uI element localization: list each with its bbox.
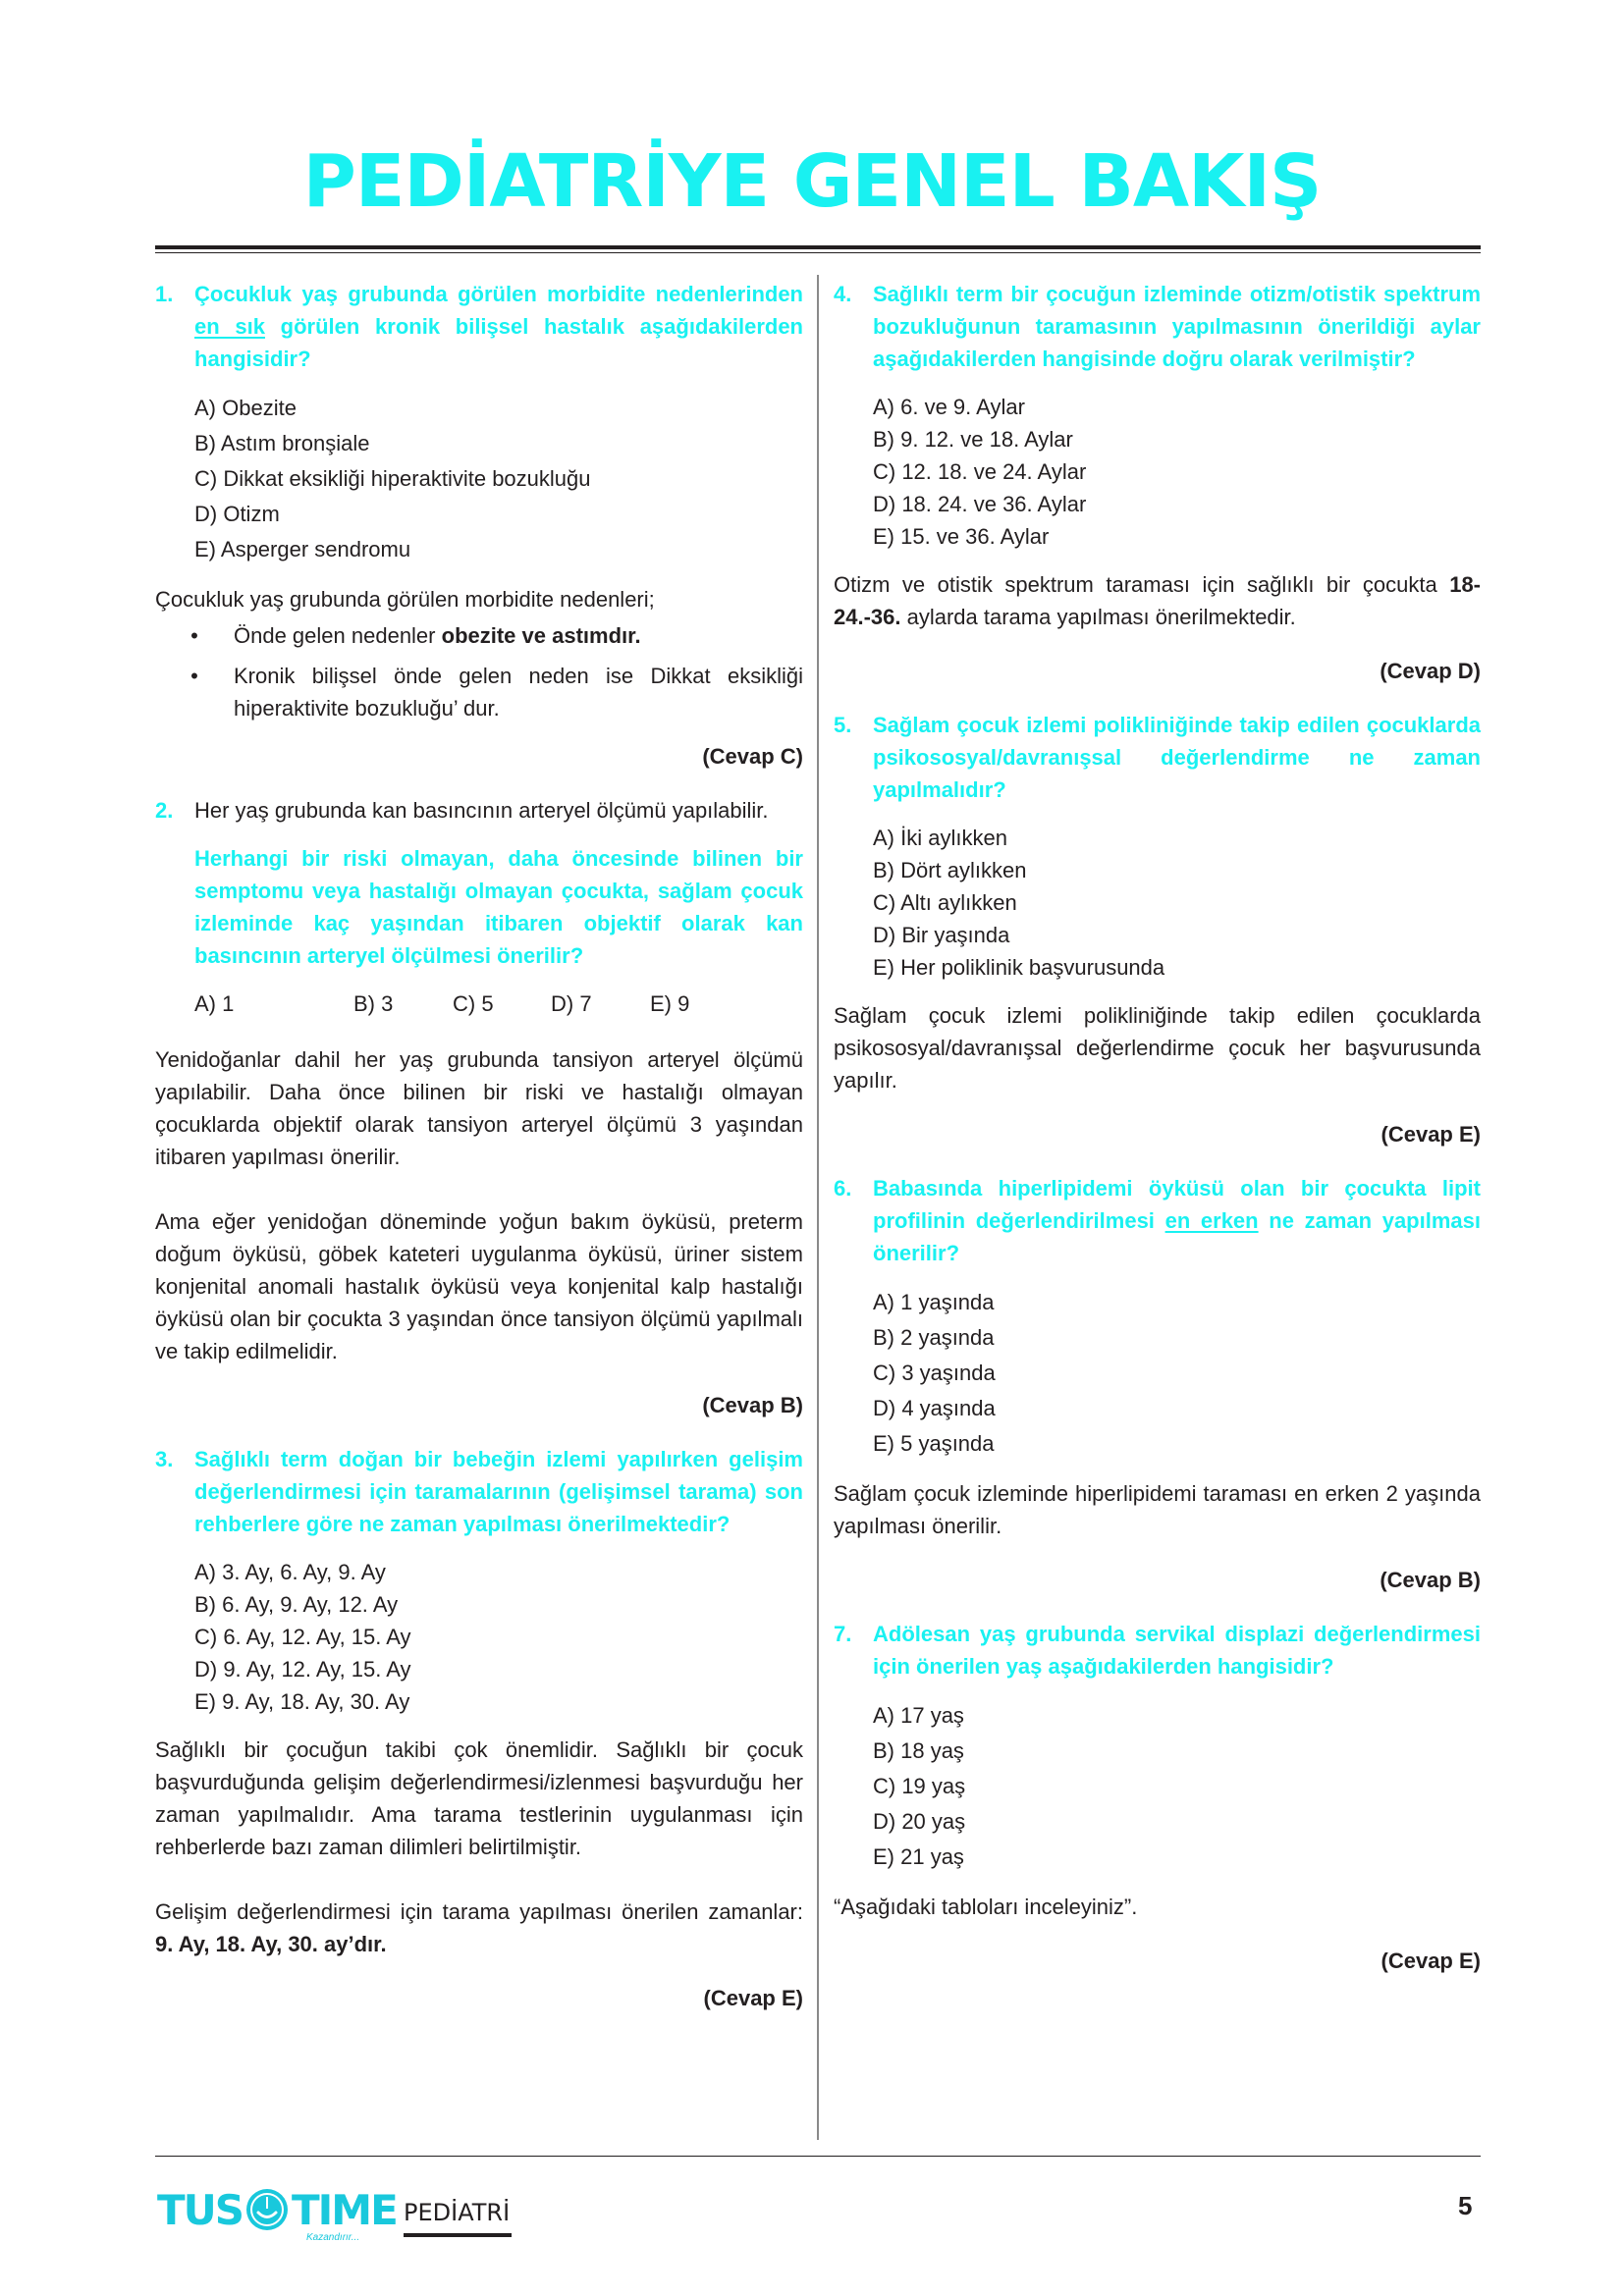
question-text: Herhangi bir riski olmayan, daha öncesinde bilinen bir semptomu veya hastalığı olmayan çocukta, sağlam çocuk izleminde kaç yaşından itibaren objektif olarak kan basıncının arteryel ölçülmesi önerilir? <box>194 846 803 968</box>
question-text-part: Babasında hiperlipidemi öyküsü olan bir çocukta lipit profilinin değerlendirilmesi <box>873 1176 1481 1233</box>
option-e: E) 15. ve 36. Aylar <box>873 524 1050 549</box>
option-a: A) İki aylıkken <box>873 826 1007 850</box>
bullet-text-part: Önde gelen nedenler <box>234 623 442 648</box>
question-number: 2. <box>155 798 174 823</box>
logo-text-left: TUS <box>157 2185 244 2234</box>
subject-label: PEDİATRİ <box>404 2199 511 2226</box>
right-column <box>834 278 1481 1999</box>
explanation: Sağlıklı bir çocuğun takibi çok önemlidir. Sağlıklı bir çocuk başvurduğunda gelişim değerlendirmesi/izlenmesi başvurduğu her zaman yapılmalıdır. Ama tarama testlerinin uygulanması için rehberlerde bazı zaman dilimleri belirtilmiştir. <box>155 1737 803 1859</box>
option-a: A) 17 yaş <box>873 1703 964 1728</box>
explanation-emphasis: 9. Ay, 18. Ay, 30. ay’dır. <box>155 1932 387 1956</box>
explanation <box>155 1896 803 1960</box>
question-number: 6. <box>834 1176 852 1201</box>
option-d: D) 7 <box>551 991 592 1016</box>
explanation-text: Gelişim değerlendirmesi için tarama yapılması önerilen zamanlar: <box>155 1899 803 1924</box>
question-5-stem <box>834 709 1481 806</box>
explanation-emphasis: 18-24.-36. <box>834 572 1481 629</box>
explanation <box>834 568 1481 633</box>
question-7-stem <box>834 1618 1481 1682</box>
question-6 <box>834 1172 1481 1596</box>
option-e: E) 9 <box>650 991 690 1016</box>
question-text <box>194 278 803 375</box>
option-d: D) 4 yaşında <box>873 1396 996 1420</box>
option-d: D) 9. Ay, 12. Ay, 15. Ay <box>194 1657 411 1682</box>
options-list <box>194 391 803 567</box>
answer-label: (Cevap B) <box>702 1393 803 1417</box>
question-number: 5. <box>834 713 852 737</box>
question-text: Sağlıklı term bir çocuğun izleminde otizm/otistik spektrum bozukluğunun taramasının yapılmasının önerildiği aylar aşağıdakilerden hangisinde doğru olarak verilmiştir? <box>873 282 1481 371</box>
option-a: A) 3. Ay, 6. Ay, 9. Ay <box>194 1560 386 1584</box>
question-text-part: Çocukluk yaş grubunda görülen morbidite nedenlerinden <box>194 282 803 306</box>
answer-label: (Cevap B) <box>1380 1568 1481 1592</box>
option-c: C) 3 yaşında <box>873 1361 996 1385</box>
options-list <box>873 822 1481 984</box>
option-a: A) Obezite <box>194 396 297 420</box>
explanation-bullets <box>155 619 803 724</box>
answer-label: (Cevap C) <box>702 744 803 769</box>
option-b: B) 2 yaşında <box>873 1325 995 1350</box>
page-title: PEDİATRİYE GENEL BAKIŞ <box>302 139 1322 224</box>
question-4-stem <box>834 278 1481 375</box>
bullet-item <box>155 619 803 652</box>
question-emphasis: en erken <box>1164 1208 1259 1233</box>
option-d: D) Otizm <box>194 502 280 526</box>
options-list <box>873 1285 1481 1462</box>
question-2 <box>155 794 803 1421</box>
explanation: Ama eğer yenidoğan döneminde yoğun bakım öyküsü, preterm doğum öyküsü, göbek kateteri uygulanma öyküsü, üriner sistem konjenital anomali hastalık öyküsü veya konjenital kalp hastalığı öyküsü olan bir çocukta 3 yaşından önce tansiyon ölçümü yapılmalı ve takip edilmelidir. <box>155 1209 803 1363</box>
option-b: B) Astım bronşiale <box>194 431 370 455</box>
page-number: 5 <box>1458 2191 1473 2220</box>
options-list <box>873 391 1481 553</box>
question-6-stem <box>834 1172 1481 1269</box>
question-text: Sağlam çocuk izlemi polikliniğinde takip edilen çocuklarda psikososyal/davranışsal değerlendirme ne zaman yapılmalıdır? <box>873 713 1481 802</box>
explanation: Sağlam çocuk izlemi polikliniğinde takip edilen çocuklarda psikososyal/davranışsal değerlendirme çocuk her başvurusunda yapılır. <box>834 1003 1481 1093</box>
question-stem-text: Her yaş grubunda kan basıncının arteryel ölçümü yapılabilir. <box>194 798 769 823</box>
option-c: C) Altı aylıkken <box>873 890 1017 915</box>
logo-tagline: Kazandırır... <box>306 2232 360 2243</box>
answer-label: (Cevap E) <box>703 1986 803 2010</box>
question-text-part: görülen kronik bilişsel hastalık aşağıdakilerden hangisidir? <box>194 314 803 371</box>
subject-underline <box>404 2233 512 2237</box>
option-d: D) 20 yaş <box>873 1809 966 1834</box>
title-rule-thin <box>155 252 1481 253</box>
question-3 <box>155 1443 803 2014</box>
explanation: “Aşağıdaki tabloları inceleyiniz”. <box>834 1895 1138 1919</box>
option-c: C) 19 yaş <box>873 1774 966 1798</box>
option-b: B) 9. 12. ve 18. Aylar <box>873 427 1073 452</box>
bullet-icon: • <box>190 664 198 688</box>
option-b: B) 3 <box>353 991 394 1016</box>
question-number: 3. <box>155 1447 174 1471</box>
explanation-text: Otizm ve otistik spektrum taraması için sağlıklı bir çocukta <box>834 572 1450 597</box>
bullet-text: Kronik bilişsel önde gelen neden ise Dikkat eksikliği hiperaktivite bozukluğu’ dur. <box>234 664 803 721</box>
option-b: B) 6. Ay, 9. Ay, 12. Ay <box>194 1592 399 1617</box>
option-e: E) Asperger sendromu <box>194 537 411 561</box>
tustime-logo <box>157 2185 397 2243</box>
bullet-emphasis: obezite ve astımdır. <box>441 623 641 648</box>
options-list <box>194 988 803 1020</box>
option-a: A) 1 yaşında <box>873 1290 995 1314</box>
question-3-stem <box>155 1443 803 1540</box>
option-a: A) 1 <box>194 991 235 1016</box>
option-c: C) Dikkat eksikliği hiperaktivite bozukluğu <box>194 466 591 491</box>
question-number: 4. <box>834 282 852 306</box>
option-c: C) 12. 18. ve 24. Aylar <box>873 459 1087 484</box>
option-e: E) 5 yaşında <box>873 1431 995 1456</box>
options-list <box>873 1698 1481 1875</box>
question-number: 7. <box>834 1622 852 1646</box>
option-e: E) Her poliklinik başvurusunda <box>873 955 1165 980</box>
answer-label: (Cevap E) <box>1380 1949 1481 1973</box>
answer-label: (Cevap D) <box>1380 659 1481 683</box>
left-column <box>155 278 803 2036</box>
question-emphasis: en sık <box>194 314 265 339</box>
question-text: Sağlıklı term doğan bir bebeğin izlemi yapılırken gelişim değerlendirmesi için taramalarının (gelişimsel tarama) son rehberlere göre ne zaman yapılması önerilmektedir? <box>194 1447 803 1536</box>
title-rule <box>155 245 1481 249</box>
explanation: Yenidoğanlar dahil her yaş grubunda tansiyon arteryel ölçümü yapılabilir. Daha önce bilinen bir riski ve hastalığı olmayan çocuklarda objektif olarak tansiyon arteryel ölçümü 3 yaşından itibaren yapılması önerilir. <box>155 1047 803 1169</box>
column-divider <box>817 275 819 2140</box>
question-5 <box>834 709 1481 1150</box>
question-number: 1. <box>155 282 174 306</box>
question-text-part: ne zaman yapılması önerilir? <box>873 1208 1481 1265</box>
option-c: C) 5 <box>453 991 494 1016</box>
footer-rule <box>155 2156 1481 2157</box>
explanation: Çocukluk yaş grubunda görülen morbidite nedenleri; <box>155 587 655 612</box>
option-c: C) 6. Ay, 12. Ay, 15. Ay <box>194 1625 411 1649</box>
bullet-icon: • <box>190 623 198 648</box>
question-7 <box>834 1618 1481 1977</box>
logo-text-right: TIME <box>292 2185 397 2234</box>
question-1-stem <box>155 278 803 375</box>
question-text: Adölesan yaş grubunda servikal displazi değerlendirmesi için önerilen yaş aşağıdakilerden hangisidir? <box>873 1622 1481 1679</box>
question-text <box>873 1172 1481 1269</box>
explanation-text: aylarda tarama yapılması önerilmektedir. <box>900 605 1296 629</box>
option-a: A) 6. ve 9. Aylar <box>873 395 1025 419</box>
question-4 <box>834 278 1481 687</box>
option-d: D) 18. 24. ve 36. Aylar <box>873 492 1087 516</box>
bullet-text <box>234 619 803 652</box>
option-e: E) 9. Ay, 18. Ay, 30. Ay <box>194 1689 410 1714</box>
explanation: Sağlam çocuk izleminde hiperlipidemi taraması en erken 2 yaşında yapılması önerilir. <box>834 1481 1481 1538</box>
option-d: D) Bir yaşında <box>873 923 1010 947</box>
options-list <box>194 1556 803 1718</box>
option-e: E) 21 yaş <box>873 1844 964 1869</box>
option-b: B) 18 yaş <box>873 1738 964 1763</box>
smile-clock-icon <box>244 2187 290 2232</box>
question-2-stem <box>155 794 803 827</box>
answer-label: (Cevap E) <box>1380 1122 1481 1147</box>
question-1 <box>155 278 803 773</box>
option-b: B) Dört aylıkken <box>873 858 1027 882</box>
bullet-item <box>155 660 803 724</box>
